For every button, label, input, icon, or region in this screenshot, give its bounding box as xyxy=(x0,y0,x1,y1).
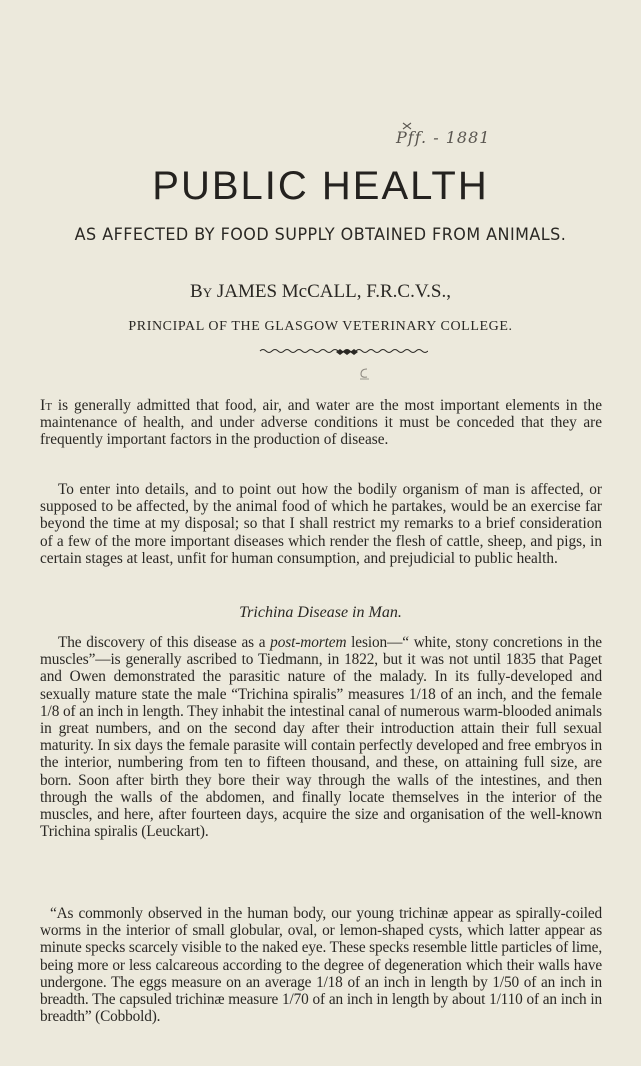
paragraph-discovery-a: The discovery of this disease as a xyxy=(58,634,271,651)
author-affiliation: PRINCIPAL OF THE GLASGOW VETERINARY COLLEGE. xyxy=(128,319,513,334)
byline-prefix: By xyxy=(190,281,213,302)
paragraph-discovery xyxy=(40,634,602,840)
paragraph-intro xyxy=(40,397,602,449)
paragraph-discovery-b: lesion—“ white, stony concretions in the muscles”—is generally ascribed to Tiedmann, in 1822, but it was not until 1835 that Paget and Owen demonstrated the parasitic nature of the malady. In its fully-developed and sexually mature state the male “Trichina spiralis” measures 1/18 of an inch, and the female 1/8 of an inch in length. They inhabit the intestinal canal of numerous warm-blooded animals in great numbers, and on the second day after their introduction attain their full sexual maturity. In six days the female parasite will contain perfectly developed and free embryos in the interior, numbering from ten to fifteen thousand, and these, on attaining full size, are born. Soon after birth they bore their way through the walls of the intestines, and then through the walls of the abdomen, and finally locate themselves in the interior of the muscles, and here, after fourteen days, acquire the size and organisation of the well-known Trichina spiralis (Leuckart). xyxy=(40,634,602,841)
document-subtitle: AS AFFECTED BY FOOD SUPPLY OBTAINED FROM ANIMALS. xyxy=(74,225,567,245)
document-title: PUBLIC HEALTH xyxy=(152,164,489,208)
author-byline xyxy=(0,280,641,304)
pencil-mark xyxy=(358,366,370,380)
paragraph-intro-text: is generally admitted that food, air, and water are the most important elements in the maintenance of health, and under adverse conditions it must be conceded that they are frequently important factors in the production of disease. xyxy=(40,397,602,449)
section-heading: Trichina Disease in Man. xyxy=(239,604,402,621)
author-name: JAMES McCALL, F.R.C.V.S., xyxy=(216,281,451,302)
paragraph-quotation: “As commonly observed in the human body, our young trichinæ appear as spirally-coiled worms in the interior of small globular, oval, or lemon-shaped cysts, which latter appear as minute specks scarcely visible to the naked eye. These specks resemble little particles of lime, being more or less calcareous according to the degree of degeneration which their walls have undergone. The eggs measure on an average 1/18 of an inch in length by 1/50 of an inch in breadth. The capsuled trichinæ measure 1/70 of an inch in length by about 1/110 of an inch in breadth” (Cobbold). xyxy=(40,905,602,1026)
ornamental-divider xyxy=(258,345,428,359)
paragraph-intro-opening: It xyxy=(40,397,53,414)
handwritten-annotation: Pff. - 1881 xyxy=(396,128,491,147)
paragraph-discovery-emphasis: post-mortem xyxy=(270,634,347,651)
paragraph-scope: To enter into details, and to point out how the bodily organism of man is affected, or supposed to be affected, by the animal food of which he partakes, would be an exercise far beyond the time at my disposal; so that I shall restrict my remarks to a brief consideration of a few of the more important diseases which render the flesh of cattle, sheep, and pigs, in certain stages at least, unfit for human consumption, and prejudicial to public health. xyxy=(40,481,602,567)
